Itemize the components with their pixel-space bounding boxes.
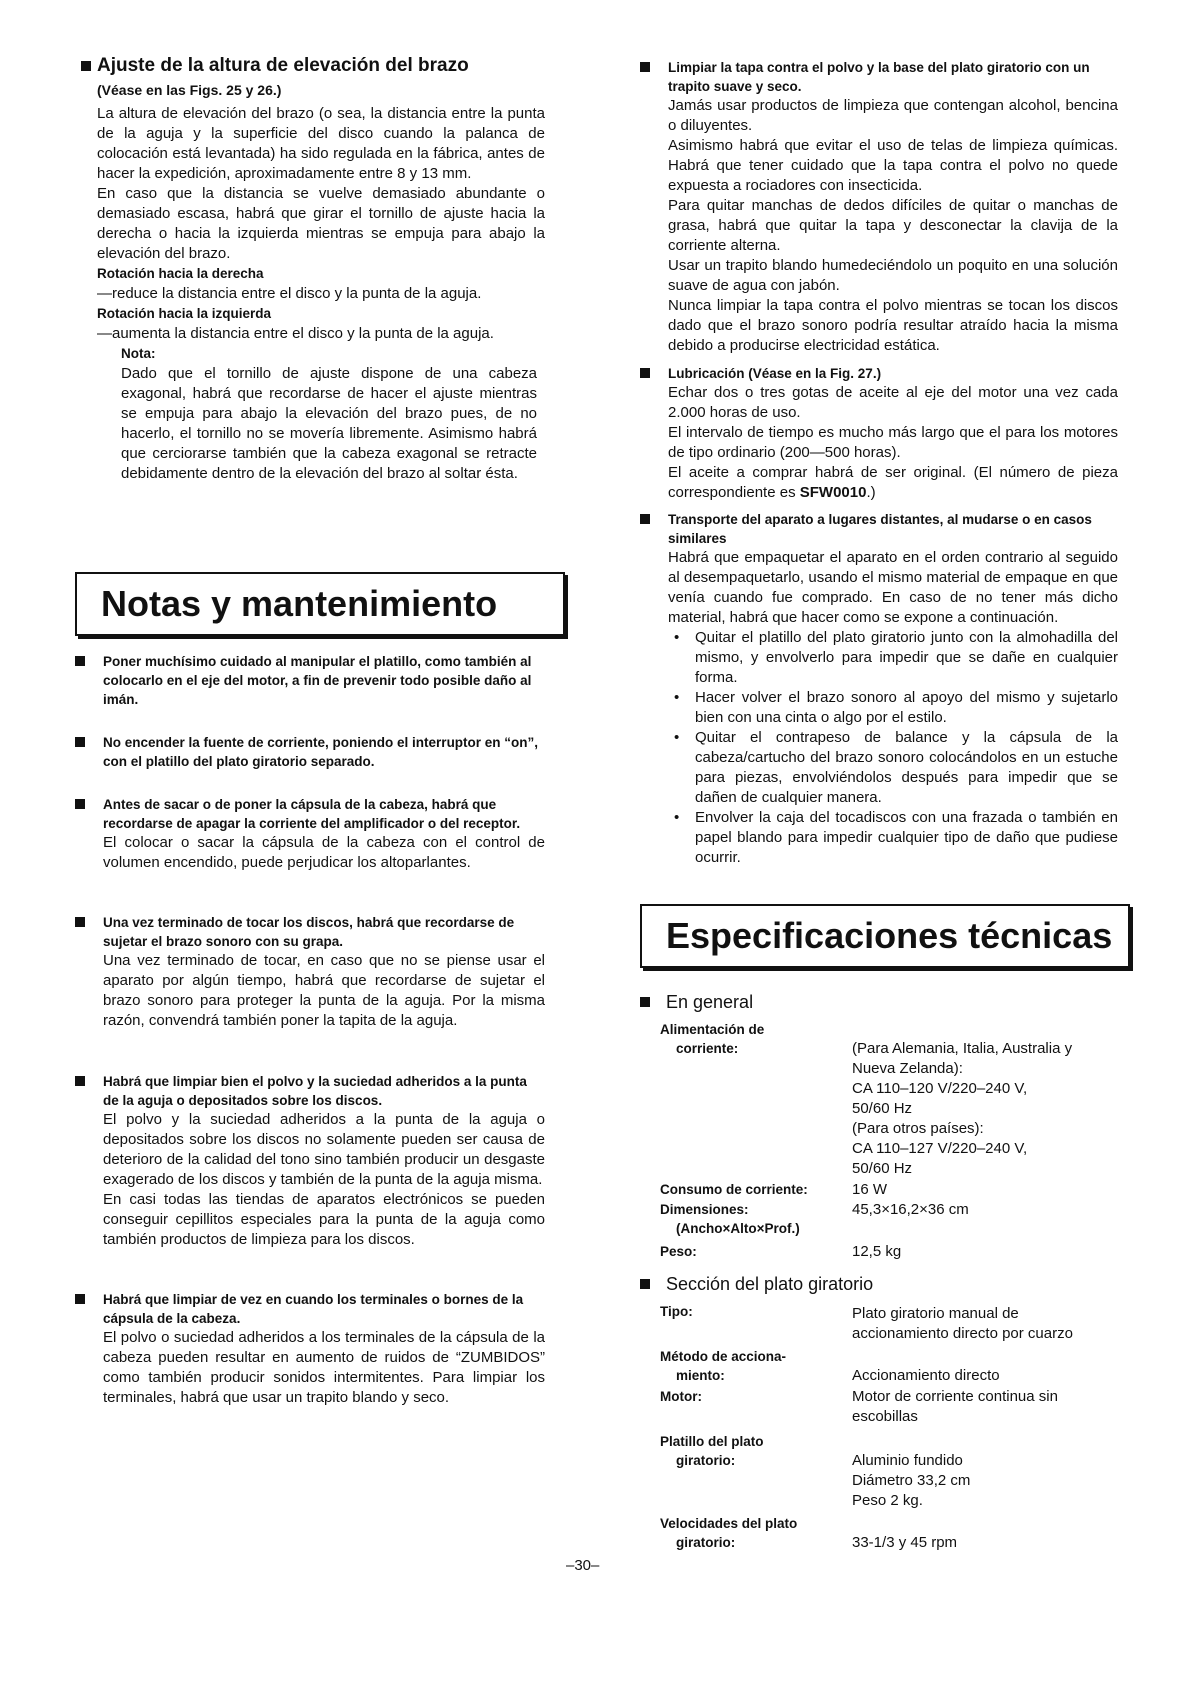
maintenance-item: Limpiar la tapa contra el polvo y la base del plato giratorio con un trapito suave y seco. Jamás usar productos de limpieza que contengan alcohol, bencina o diluyentes. Asimismo habrá que evitar el uso de telas de limpieza químicas. Habrá que tener cuidado que la tapa contra el polvo no quede expuesta a rociadores con insecticida. Para quitar manchas de dedos difíciles de quitar o manchas de grasa, habrá que quitar la tapa y desconectar la clavija de la corriente alterna. Usar un trapito blando humedeciéndolo un poquito en una solución suave de agua con jabón. Nunca limpiar la tapa contra el polvo mientras se tocan los discos dado que el brazo sonoro podría resultar atraído hacia la misma debido a producirse electricidad estática.	[640, 58, 1118, 356]
figure-reference: (Véase en las Figs. 25 y 26.)	[97, 82, 282, 98]
square-bullet-icon	[640, 62, 650, 72]
spec-turntable-table: Tipo: Plato giratorio manual de accionamiento directo por cuarzo Método de acciona- miento: Accionamiento directo Motor: Motor de corriente continua sin escobillas Platillo del plato giratorio: Aluminio fundido Diámetro 33,2 cm Peso 2 kg. Velocidades del plato giratorio: 33-1/3 y 45 rpm	[660, 1304, 1073, 1551]
square-bullet-icon	[75, 799, 85, 809]
square-bullet-icon	[640, 368, 650, 378]
note-text: Dado que el tornillo de ajuste dispone de una cabeza exagonal, habrá que recordarse de hacer el ajuste mientras se empuja para abajo la elevación del brazo pues, de no hacerlo, el tornillo no se movería libremente. Asimismo habrá que cerciorarse también que la cabeza exagonal se retracte debidamente dentro de la elevación del brazo al soltar ésta.	[121, 365, 537, 482]
bullet-dot-icon: •	[674, 629, 680, 646]
power-values: (Para Alemania, Italia, Australia y Nueva Zelanda): CA 110–120 V/220–240 V, 50/60 Hz (Para otros países): CA 110–127 V/220–240 V, 50/60 Hz	[852, 1040, 1073, 1177]
square-bullet-icon	[75, 656, 85, 666]
list-item: • Hacer volver el brazo sonoro al apoyo del mismo y sujetarlo bien con una cinta o algo por el estilo.	[674, 689, 1118, 726]
list-item: • Quitar el platillo del plato giratorio junto con la almohadilla del mismo, y envolverlo para impedir que se dañe en cualquier forma.	[674, 629, 1118, 686]
square-bullet-icon	[75, 737, 85, 747]
section-banner-notes: Notas y mantenimiento	[75, 572, 565, 636]
square-bullet-icon	[81, 61, 91, 71]
lubrication-item: Lubricación (Véase en la Fig. 27.) Echar dos o tres gotas de aceite al eje del motor una vez cada 2.000 horas de uso. El intervalo de tiempo es mucho más largo que el para los motores de tipo ordinario (200—500 horas). El aceite a comprar habrá de ser original. (El número de pieza correspondiente es SFW0010.)	[640, 364, 1118, 503]
bullet-dot-icon: •	[674, 729, 680, 746]
note-item: Una vez terminado de tocar los discos, habrá que recordarse de sujetar el brazo sonoro con su grapa. Una vez terminado de tocar, en caso que no se piense usar el aparato por algún tiempo, habrá que recordarse de sujetar el brazo sonoro para proteger la punta de la aguja. Por la misma razón, convendrá también poner la tapita de la aguja.	[75, 913, 545, 1031]
note-label: Nota:	[121, 346, 156, 361]
bullet-dot-icon: •	[674, 689, 680, 706]
spec-general: En general	[640, 990, 1118, 1014]
transport-bullet-list	[668, 628, 1118, 868]
paragraph: En caso que la distancia se vuelve demasiado abundante o demasiado escasa, habrá que girar el tornillo de ajuste hacia la derecha o hacia la izquierda mientras se empuja para abajo la elevación del brazo.	[97, 185, 545, 262]
square-bullet-icon	[75, 1294, 85, 1304]
section-banner-specs: Especificaciones técnicas	[640, 904, 1130, 968]
section-arm-height	[75, 54, 545, 484]
note-item: Poner muchísimo cuidado al manipular el platillo, como también al colocarlo en el eje del motor, a fin de prevenir todo posible daño al imán.	[75, 652, 545, 709]
list-item: • Quitar el contrapeso de balance y la cápsula de la cabeza/cartucho del brazo sonoro colocándolos en un estuche para piezas, envolviéndolos después para impedir que se dañen de cualquier manera.	[674, 729, 1118, 806]
transport-item: Transporte del aparato a lugares distantes, al mudarse o en casos similares Habrá que empaquetar el aparato en el orden contrario al seguido al desempaquetarlo, usando el mismo material de empaque en que venía cuando fue comprado. En caso de no tener más dicho material, habrá que hacer como se expone a continuación. • Quitar el platillo del plato giratorio junto con la almohadilla del mismo, y envolverlo para impedir que se dañe en cualquier forma. • Hacer volver el brazo sonoro al apoyo del mismo y sujetarlo bien con una cinta o algo por el estilo. • Quitar el contrapeso de balance y la cápsula de la cabeza/cartucho del brazo sonoro colocándolos en un estuche para piezas, envolviéndolos después para impedir que se dañen de cualquier manera. • Envolver la caja del tocadiscos con una frazada o también en papel blando para impedir cualquier tipo de daño que pudiese ocurrir.	[640, 510, 1118, 868]
spec-turntable: Sección del plato giratorio	[640, 1272, 1118, 1296]
rotation-left-label: Rotación hacia la izquierda	[97, 306, 272, 321]
list-item: • Envolver la caja del tocadiscos con una frazada o también en papel blando para impedir cualquier tipo de daño que pudiese ocurrir.	[674, 809, 1118, 866]
rotation-right-label: Rotación hacia la derecha	[97, 266, 264, 281]
section-heading: Ajuste de la altura de elevación del brazo	[75, 54, 545, 78]
square-bullet-icon	[640, 514, 650, 524]
part-number: SFW0010	[799, 484, 867, 501]
square-bullet-icon	[75, 917, 85, 927]
square-bullet-icon	[640, 1279, 650, 1289]
square-bullet-icon	[640, 997, 650, 1007]
bullet-dot-icon: •	[674, 809, 680, 826]
note-item: No encender la fuente de corriente, poniendo el interruptor en “on”, con el platillo del plato giratorio separado.	[75, 733, 545, 771]
rotation-left-text: —aumenta la distancia entre el disco y la punta de la aguja.	[97, 325, 494, 342]
note-item: Habrá que limpiar de vez en cuando los terminales o bornes de la cápsula de la cabeza. El polvo o suciedad adheridos a los terminales de la cápsula de la cabeza pueden resultar en aumento de ruidos de “ZUMBIDOS” como también producir sonidos intermitentes. Para limpiar los terminales, habrá que usar un trapito blando y seco.	[75, 1290, 545, 1408]
oil-part-number-text: El aceite a comprar habrá de ser original. (El número de pieza correspondiente es SFW0010.)	[668, 464, 1118, 501]
paragraph: La altura de elevación del brazo (o sea, la distancia entre la punta de la aguja y la superficie del disco cuando la palanca de colocación está levantada) ha sido regulada en la fábrica, antes de hacer la expedición, aproximadamente entre 8 y 13 mm.	[97, 105, 545, 182]
square-bullet-icon	[75, 1076, 85, 1086]
spec-general-table: Alimentación de corriente: (Para Alemania, Italia, Australia y Nueva Zelanda): CA 110–120 V/220–240 V, 50/60 Hz (Para otros países): CA 110–127 V/220–240 V, 50/60 Hz Consumo de corriente: 16 W Dimensiones: 45,3×16,2×36 cm (Ancho×Alto×Prof.) Peso: 12,5 kg	[660, 1020, 1118, 1260]
note-item: Antes de sacar o de poner la cápsula de la cabeza, habrá que recordarse de apagar la corriente del amplificador o del receptor. El colocar o sacar la cápsula de la cabeza con el control de volumen encendido, puede perjudicar los altoparlantes.	[75, 795, 545, 873]
rotation-right-text: —reduce la distancia entre el disco y la punta de la aguja.	[97, 285, 482, 302]
page-number: –30–	[566, 1557, 600, 1574]
note-item: Habrá que limpiar bien el polvo y la suciedad adheridos a la punta de la aguja o depositados sobre los discos. El polvo y la suciedad adheridos a la punta de la aguja o depositados sobre los discos no solamente pueden ser causa de deterioro de la calidad del tono sino también producir un desgaste exagerado de los discos y también de la punta de la aguja misma. En casi todas las tiendas de aparatos electrónicos se pueden conseguir cepillitos especiales para la punta de la aguja como también productos de limpieza para los discos.	[75, 1072, 545, 1250]
